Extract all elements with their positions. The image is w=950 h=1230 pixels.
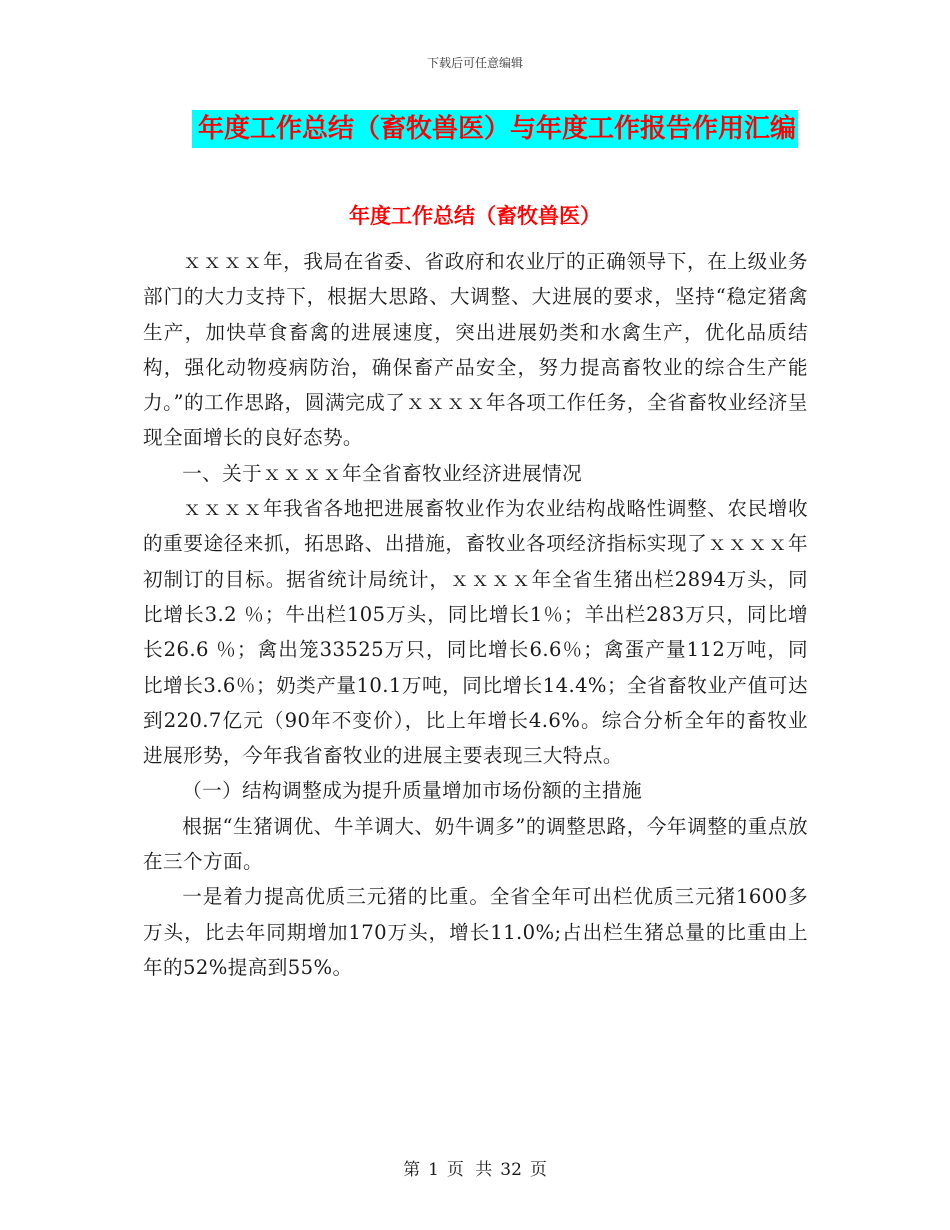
footer-middle: 页 共 (446, 1160, 493, 1180)
footer-total-pages: 32 (500, 1160, 522, 1180)
paragraph: （一）结构调整成为提升质量增加市场份额的主措施 (182, 779, 643, 803)
main-title: 年度工作总结（畜牧兽医）与年度工作报告作用汇编 (192, 110, 798, 148)
paragraph: 一、关于ｘｘｘｘ年全省畜牧业经济进展情况 (182, 461, 583, 485)
page-footer (0, 1155, 950, 1180)
paragraph: 一是着力提高优质三元猪的比重。全省全年可出栏优质三元猪1600多万头，比去年同期增加170万头，增长11.0%;占出栏生猪总量的比重由上年的52%提高到55%。 (143, 885, 808, 979)
paragraph: ｘｘｘｘ年我省各地把进展畜牧业作为农业结构战略性调整、农民增收的重要途径来抓，拓思路、出措施，畜牧业各项经济指标实现了ｘｘｘｘ年初制订的目标。据省统计局统计，ｘｘｘｘ年全省生猪出栏2894万头，同比增长3.2 ％；牛出栏105万头，同比增长1％；羊出栏283万只，同比增长26.6 ％；禽出笼33525万只，同比增长6.6％；禽蛋产量112万吨，同比增长3.6％；奶类产量10.1万吨，同比增长14.4%；全省畜牧业产值可达到220.7亿元（90年不变价），比上年增长4.6%。综合分析全年的畜牧业进展形势，今年我省畜牧业的进展主要表现三大特点。 (143, 497, 808, 768)
footer-suffix: 页 (529, 1160, 547, 1180)
section-title: 年度工作总结（畜牧兽医） (349, 204, 601, 228)
paragraph: 根据“生猪调优、牛羊调大、奶牛调多”的调整思路，今年调整的重点放在三个方面。 (143, 814, 808, 874)
footer-page-number: 1 (428, 1160, 439, 1180)
header-note: 下载后可任意编辑 (426, 56, 523, 70)
paragraph: ｘｘｘｘ年，我局在省委、省政府和农业厅的正确领导下，在上级业务部门的大力支持下，根据大思路、大调整、大进展的要求，坚持“稳定猪禽生产，加快草食畜禽的进展速度，突出进展奶类和水禽生产，优化品质结构，强化动物疫病防治，确保畜产品安全，努力提高畜牧业的综合生产能力。”的工作思路，圆满完成了ｘｘｘｘ年各项工作任务，全省畜牧业经济呈现全面增长的良好态势。 (143, 250, 808, 450)
main-title-container (0, 110, 950, 148)
document-body (143, 244, 808, 985)
footer-prefix: 第 (403, 1160, 421, 1180)
